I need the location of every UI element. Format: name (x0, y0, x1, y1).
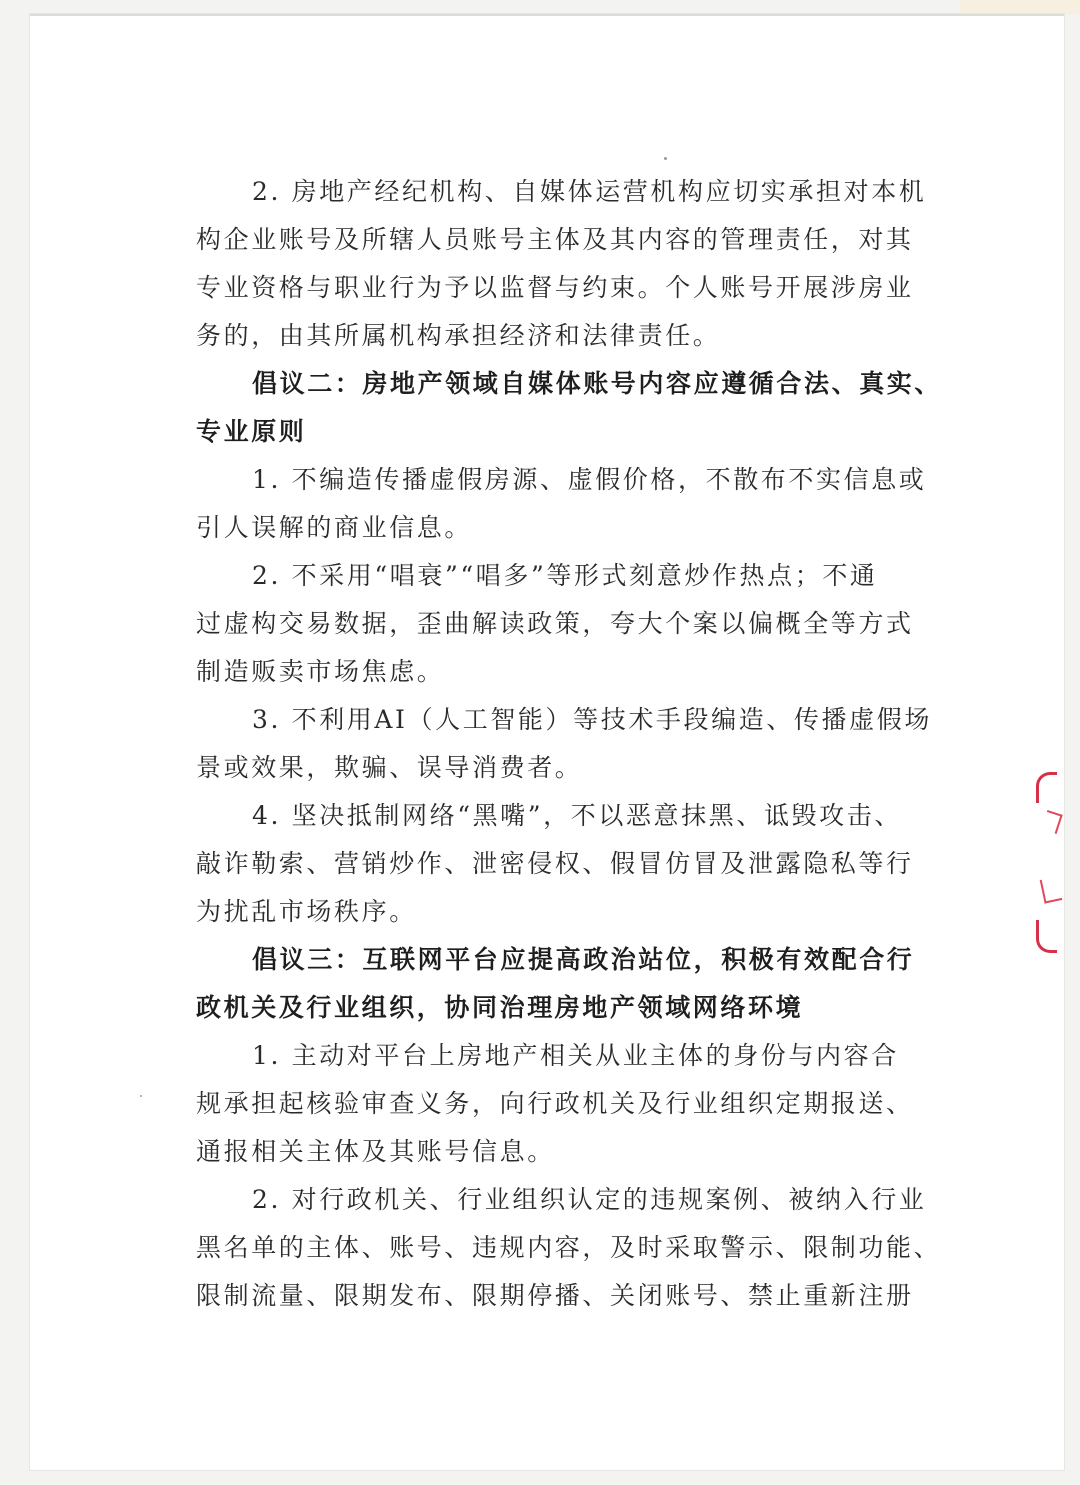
section-heading-line: 倡议三：互联网平台应提高政治站位，积极有效配合行 (252, 945, 915, 974)
body-text-line: 引人误解的商业信息。 (196, 513, 473, 542)
body-text-line: 3. 不利用AI（人工智能）等技术手段编造、传播虚假场 (252, 705, 932, 734)
page-top-edge (30, 14, 1064, 16)
scan-corner-tint (960, 0, 1080, 14)
section-heading-line: 专业原则 (196, 417, 307, 446)
seal-stamp-fragment (1030, 760, 1060, 960)
body-text-line: 2. 不采用“唱衰”“唱多”等形式刻意炒作热点；不通 (252, 561, 878, 590)
seal-mark-upper (1041, 810, 1062, 834)
body-text-line: 景或效果，欺骗、误导消费者。 (196, 753, 583, 782)
body-text-line: 构企业账号及所辖人员账号主体及其内容的管理责任，对其 (196, 225, 914, 254)
scan-speck (140, 1095, 142, 1097)
body-text-line: 2. 对行政机关、行业组织认定的违规案例、被纳入行业 (252, 1185, 927, 1214)
seal-arc-top (1036, 772, 1057, 803)
seal-arc-bottom (1036, 920, 1057, 953)
body-text-line: 4. 坚决抵制网络“黑嘴”，不以恶意抹黑、诋毁攻击、 (252, 801, 902, 830)
section-heading-line: 倡议二：房地产领域自媒体账号内容应遵循合法、真实、 (252, 369, 943, 398)
scan-speck (664, 157, 667, 160)
body-text-line: 规承担起核验审查义务，向行政机关及行业组织定期报送、 (196, 1089, 914, 1118)
body-text-line: 1. 主动对平台上房地产相关从业主体的身份与内容合 (252, 1041, 899, 1070)
body-text-line: 专业资格与职业行为予以监督与约束。个人账号开展涉房业 (196, 273, 914, 302)
body-text-line: 黑名单的主体、账号、违规内容，及时采取警示、限制功能、 (196, 1233, 942, 1262)
body-text-line: 通报相关主体及其账号信息。 (196, 1137, 555, 1166)
section-heading-line: 政机关及行业组织，协同治理房地产领域网络环境 (196, 993, 804, 1022)
body-text-line: 制造贩卖市场焦虑。 (196, 657, 445, 686)
body-text-line: 过虚构交易数据，歪曲解读政策，夸大个案以偏概全等方式 (196, 609, 914, 638)
body-text-line: 2. 房地产经纪机构、自媒体运营机构应切实承担对本机 (252, 177, 927, 206)
body-text-line: 1. 不编造传播虚假房源、虚假价格，不散布不实信息或 (252, 465, 927, 494)
body-text-line: 限制流量、限期发布、限期停播、关闭账号、禁止重新注册 (196, 1281, 914, 1310)
document-body (196, 168, 943, 1320)
seal-mark-lower (1040, 876, 1063, 903)
body-text-line: 为扰乱市场秩序。 (196, 897, 417, 926)
body-text-line: 务的，由其所属机构承担经济和法律责任。 (196, 321, 721, 350)
body-text-line: 敲诈勒索、营销炒作、泄密侵权、假冒仿冒及泄露隐私等行 (196, 849, 914, 878)
